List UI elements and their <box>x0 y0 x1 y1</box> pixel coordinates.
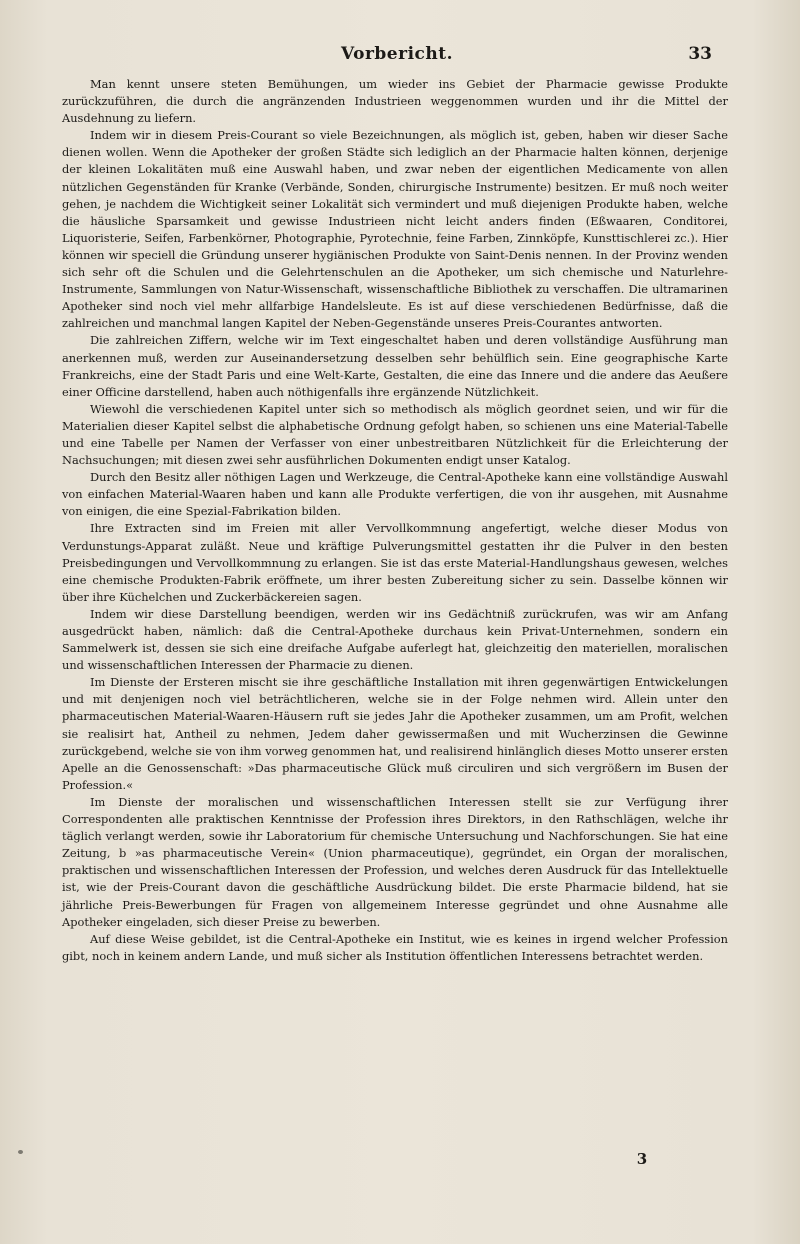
body-text <box>62 76 728 965</box>
page-number: 33 <box>688 44 712 64</box>
paragraph: Indem wir in diesem Preis-Courant so viele Bezeichnungen, als möglich ist, geben, haben wir dieser Sache dienen wollen. Wenn die Apotheker der großen Städte sich lediglich an der Pharmacie halten können, derjenige der kleinen Lokalitäten muß eine Auswahl haben, und zwar neben der eigentlichen Medicamente von allen nützlichen Gegenständen für Kranke (Verbände, Sonden, chirurgische Instrumente) besitzen. Er muß noch weiter gehen, je nachdem die Wichtigkeit seiner Lokalität sich vermindert und muß diejenigen Produkte haben, welche die häusliche Sparsamkeit und gewisse Industrieen nicht leicht anders finden (Eßwaaren, Conditorei, Liquoristerie, Seifen, Farbenkörner, Photographie, Pyrotechnie, feine Farben, Zinnköpfe, Kunsttischlerei zc.). Hier können wir speciell die Gründung unserer hygiänischen Produkte von Saint-Denis nennen. In der Provinz wenden sich sehr oft die Schulen und die Gelehrtenschulen an die Apotheker, um sich chemische und Naturlehre-Instrumente, Sammlungen von Natur-Wissenschaft, wissenschaftliche Bibliothek zu verschaffen. Die ultramarinen Apotheker sind noch viel mehr allfarbige Handelsleute. Es ist auf diese verschiedenen Bedürfnisse, daß die zahlreichen und manchmal langen Kapitel der Neben-Gegenstände unseres Preis-Courantes antworten. <box>62 128 728 331</box>
running-head <box>82 44 712 68</box>
paragraph: Durch den Besitz aller nöthigen Lagen und Werkzeuge, die Central-Apotheke kann eine vollständige Auswahl von einfachen Material-Waaren haben und kann alle Produkte verfertigen, die von ihr ausgehen, mit Ausnahme von einigen, die eine Spezial-Fabrikation bilden. <box>62 470 728 519</box>
paragraph: Im Dienste der moralischen und wissenschaftlichen Interessen stellt sie zur Verfügung ihrer Correspondenten alle praktischen Kenntnisse der Profession ihres Direktors, in den Rathschlägen, welche ihr täglich verlangt werden, sowie ihr Laboratorium für chemische Untersuchung und Nachforschungen. Sie hat eine Zeitung, b »as pharmaceutische Verein« (Union pharmaceutique), gegründet, ein Organ der moralischen, praktischen und wissenschaftlichen Interessen der Profession, und welches deren Ausdruck für das Intellektuelle ist, wie der Preis-Courant davon die geschäftliche Ausdrückung bildet. Die erste Pharmacie bildend, hat sie jährliche Preis-Bewerbungen für Fragen von allgemeinem Interesse gegründet und ohne Ausnahme alle Apotheker eingeladen, sich dieser Preise zu bewerben. <box>62 794 728 929</box>
paragraph: Indem wir diese Darstellung beendigen, werden wir ins Gedächtniß zurückrufen, was wir am Anfang ausgedrückt haben, nämlich: daß die Central-Apotheke durchaus kein Privat-Unternehmen, sondern ein Sammelwerk ist, dessen sie sich eine dreifache Aufgabe auferlegt hat, gleichzeitig den materiellen, moralischen und wissenschaftlichen Interessen der Pharmacie zu dienen. <box>62 606 728 673</box>
page-title: Vorbericht. <box>340 44 454 64</box>
paragraph: Auf diese Weise gebildet, ist die Central-Apotheke ein Institut, wie es keines in irgend welcher Profession gibt, noch in keinem andern Lande, und muß sicher als Institution öffentlichen Interessens betrachtet werden. <box>62 931 728 963</box>
paragraph: Wiewohl die verschiedenen Kapitel unter sich so methodisch als möglich geordnet seien, und wir für die Materialien dieser Kapitel selbst die alphabetische Ordnung gefolgt haben, so schienen uns eine Material-Tabelle und eine Tabelle per Namen der Verfasser von einer unbestreitbaren Nützlichkeit für die Erleichterung der Nachsuchungen; mit diesen zwei sehr ausführlichen Dokumenten endigt unser Katalog. <box>62 401 728 468</box>
paragraph: Die zahlreichen Ziffern, welche wir im Text eingeschaltet haben und deren vollständige Ausführung man anerkennen muß, werden zur Auseinandersetzung desselben sehr behülflich sein. Eine geographische Karte Frankreichs, eine der Stadt Paris und eine Welt-Karte, Gestalten, die eine das Innere und die andere das Aeußere einer Officine darstellend, haben auch nöthigenfalls ihre ergänzende Nützlichkeit. <box>62 333 728 399</box>
paper-speck <box>18 1150 23 1154</box>
signature-mark: 3 <box>636 1150 648 1168</box>
paragraph: Ihre Extracten sind im Freien mit aller Vervollkommnung angefertigt, welche dieser Modus von Verdunstungs-Apparat zuläßt. Neue und kräftige Pulverungsmittel gestatten ihr die Pulver in den besten Preisbedingungen und Vervollkommnung zu erlangen. Sie ist das erste Material-Handlungshaus gewesen, welches eine chemische Produkten-Fabrik eröffnete, um ihrer besten Zubereitung sicher zu sein. Dasselbe können wir über ihre Küchelchen und Zuckerbäckereien sagen. <box>62 521 728 604</box>
paragraph: Im Dienste der Ersteren mischt sie ihre geschäftliche Installation mit ihren gegenwärtigen Entwickelungen und mit denjenigen noch viel beträchtlicheren, welche sie in der Folge nehmen wird. Allein unter den pharmaceutischen Material-Waaren-Häusern ruft sie jedes Jahr die Apotheker zusammen, um am Profit, welchen sie realisirt hat, Antheil zu nehmen, Jedem daher gewissermaßen und mit Wucherzinsen die Gewinne zurückgebend, welche sie von ihm vorweg genommen hat, und realisirend hinlänglich dieses Motto unserer ersten Apelle an die Genossenschaft: »Das pharmaceutische Glück muß circuliren und sich vergrößern im Busen der Profession.« <box>62 675 728 792</box>
paragraph: Man kennt unsere steten Bemühungen, um wieder ins Gebiet der Pharmacie gewisse Produkte zurückzuführen, die durch die angränzenden Industrieen weggenommen wurden und ihr die Mittel der Ausdehnung zu liefern. <box>62 77 728 126</box>
